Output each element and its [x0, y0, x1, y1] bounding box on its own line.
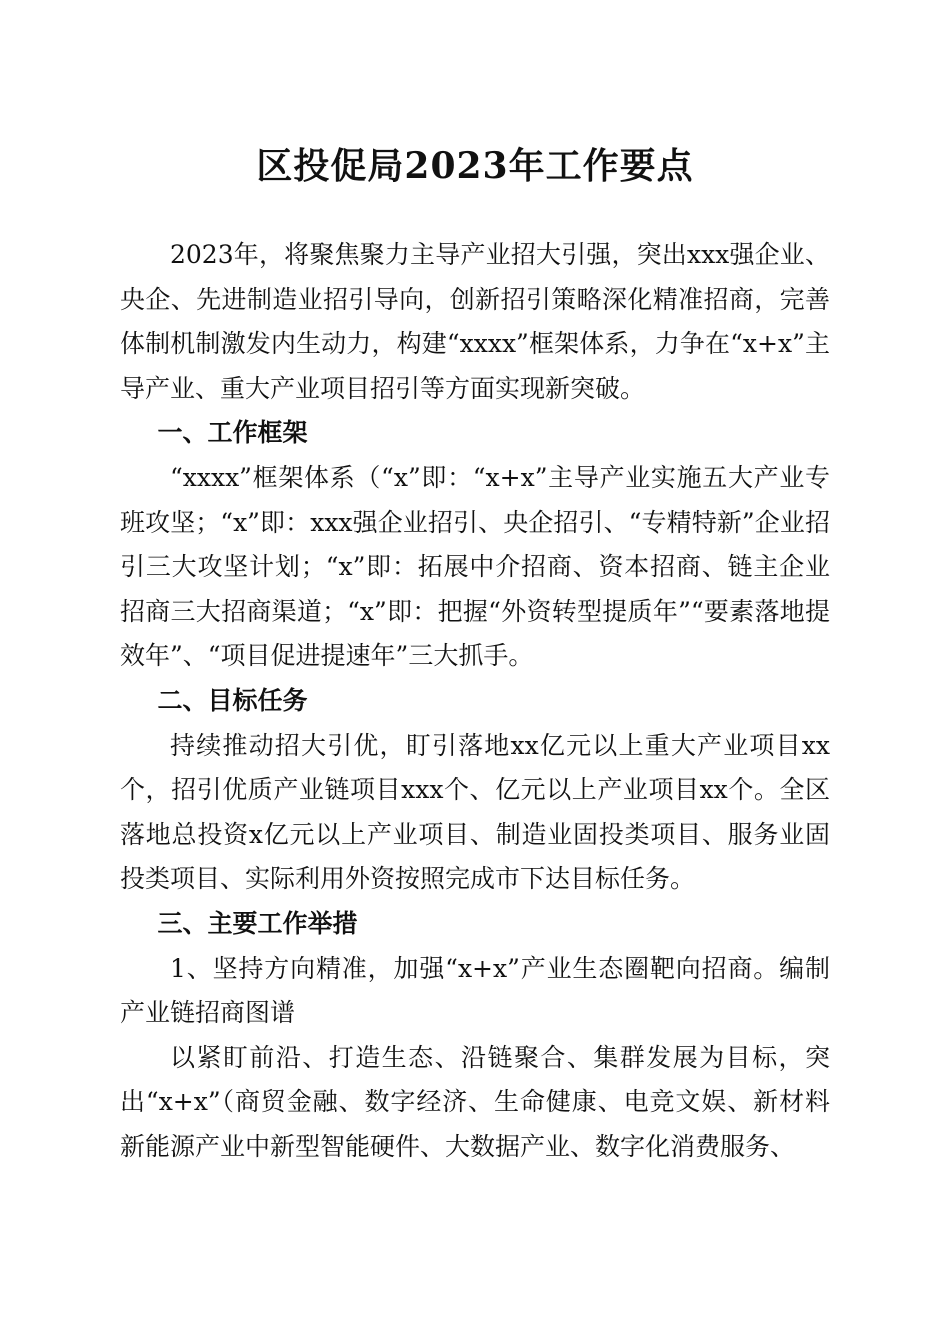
- intro-paragraph: 2023年，将聚焦聚力主导产业招大引强，突出xxx强企业、央企、先进制造业招引导向，创新招引策略深化精准招商，完善体制机制激发内生动力，构建“xxxx”框架体系，力争在“x+x”主导产业、重大产业项目招引等方面实现新突破。: [120, 240, 830, 403]
- document-title: 区投促局2023年工作要点: [256, 145, 694, 187]
- section-heading-measures: 三、主要工作举措: [157, 908, 358, 938]
- document-body: [120, 233, 830, 1169]
- framework-paragraph: “xxxx”框架体系（“x”即：“x+x”主导产业实施五大产业专班攻坚；“x”即：xxx强企业招引、央企招引、“专精特新”企业招引三大攻坚计划；“x”即：拓展中介招商、资本招商、链主企业招商三大招商渠道；“x”即：把握“外资转型提质年”“要素落地提效年”、“项目促进提速年”三大抓手。: [120, 462, 830, 671]
- measure-1-paragraph: 1、坚持方向精准，加强“x+x”产业生态圈靶向招商。编制产业链招商图谱: [120, 953, 830, 1028]
- measure-1-detail-paragraph: 以紧盯前沿、打造生态、沿链聚合、集群发展为目标，突出“x+x”（商贸金融、数字经济、生命健康、电竞文娱、新材料新能源产业中新型智能硬件、大数据产业、数字化消费服务、: [120, 1042, 830, 1161]
- goals-paragraph: 持续推动招大引优，盯引落地xx亿元以上重大产业项目xx个，招引优质产业链项目xxx个、亿元以上产业项目xx个。全区落地总投资x亿元以上产业项目、制造业固投类项目、服务业固投类项目、实际利用外资按照完成市下达目标任务。: [120, 730, 830, 894]
- section-heading-framework: 一、工作框架: [157, 418, 308, 448]
- section-heading-goals: 二、目标任务: [157, 685, 308, 715]
